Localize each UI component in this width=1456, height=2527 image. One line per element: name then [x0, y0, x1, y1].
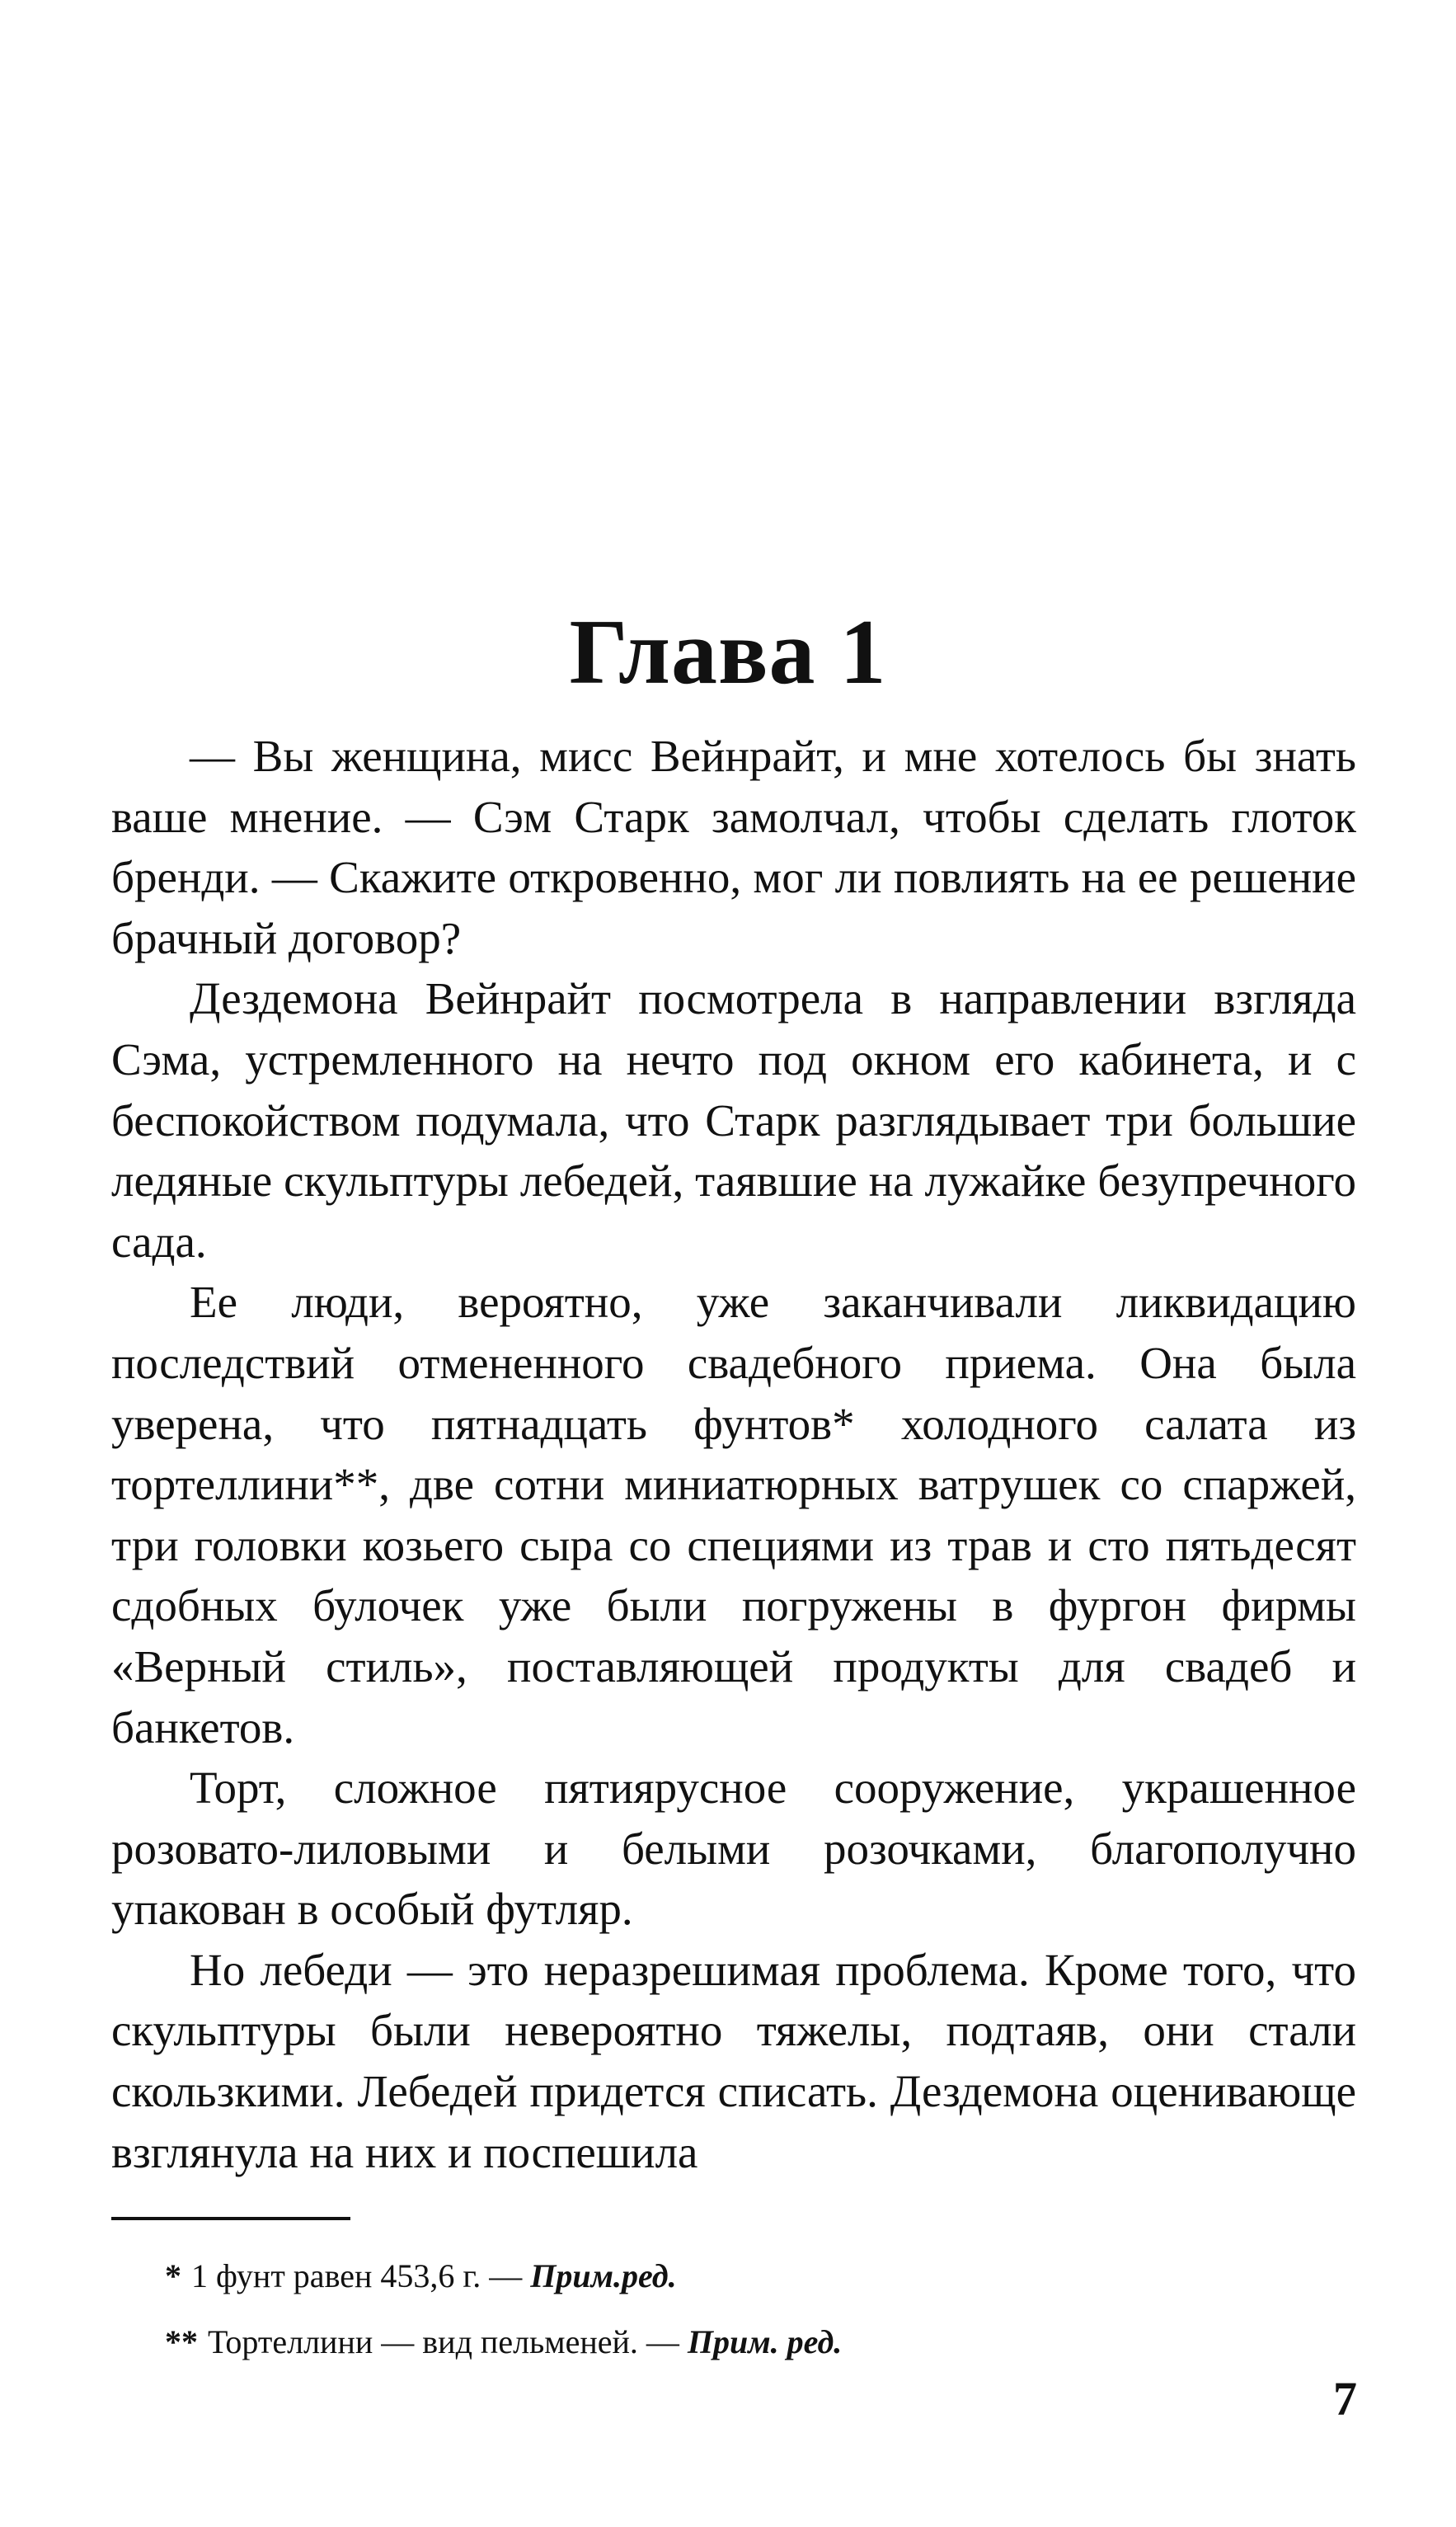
- footnotes: [165, 2243, 1319, 2375]
- footnote-editor-note: Прим. ред.: [687, 2323, 843, 2360]
- footnote: [165, 2309, 1319, 2375]
- paragraph: Ее люди, вероятно, уже заканчивали ликвидацию последствий отмененного свадебного приема. Она была уверена, что пятнадцать фунтов* холодного салата из тортеллини**, две сотни миниатюрных ватрушек со спаржей, три головки козьего сыра со специями из трав и сто пятьдесят сдобных булочек уже были погружены в фургон фирмы «Верный стиль», поставляющей продукты для свадеб и банкетов.: [111, 1277, 1356, 1753]
- paragraph: — Вы женщина, мисс Вейнрайт, и мне хотелось бы знать ваше мнение. — Сэм Старк замолчал, чтобы сделать глоток бренди. — Скажите откровенно, мог ли повлиять на ее решение брачный договор?: [111, 731, 1356, 963]
- paragraph: Торт, сложное пятиярусное сооружение, украшенное розовато-лиловыми и белыми розочками, благополучно упакован в особый футляр.: [111, 1762, 1356, 1935]
- footnote: [165, 2243, 1319, 2309]
- chapter-body: [111, 726, 1356, 2182]
- page-number: 7: [1333, 2372, 1357, 2426]
- footnote-mark: **: [165, 2323, 198, 2360]
- footnote-mark: *: [165, 2257, 181, 2294]
- footnote-text: Тортеллини — вид пельменей. —: [208, 2323, 679, 2360]
- paragraph: Дездемона Вейнрайт посмотрела в направлении взгляда Сэма, устремленного на нечто под окном его кабинета, и с беспокойством подумала, что Старк разглядывает три большие ледяные скульптуры лебедей, таявшие на лужайке безупречного сада.: [111, 973, 1356, 1267]
- paragraph: Но лебеди — это неразрешимая проблема. Кроме того, что скульптуры были невероятно тяжелы, подтаяв, они стали скользкими. Лебедей придется списать. Дездемона оценивающе взглянула на них и поспешила: [111, 1944, 1356, 2177]
- footnote-text: 1 фунт равен 453,6 г. —: [191, 2257, 523, 2294]
- footnote-editor-note: Прим.ред.: [530, 2257, 677, 2294]
- footnote-divider: [111, 2217, 350, 2220]
- chapter-title: Глава 1: [569, 601, 887, 704]
